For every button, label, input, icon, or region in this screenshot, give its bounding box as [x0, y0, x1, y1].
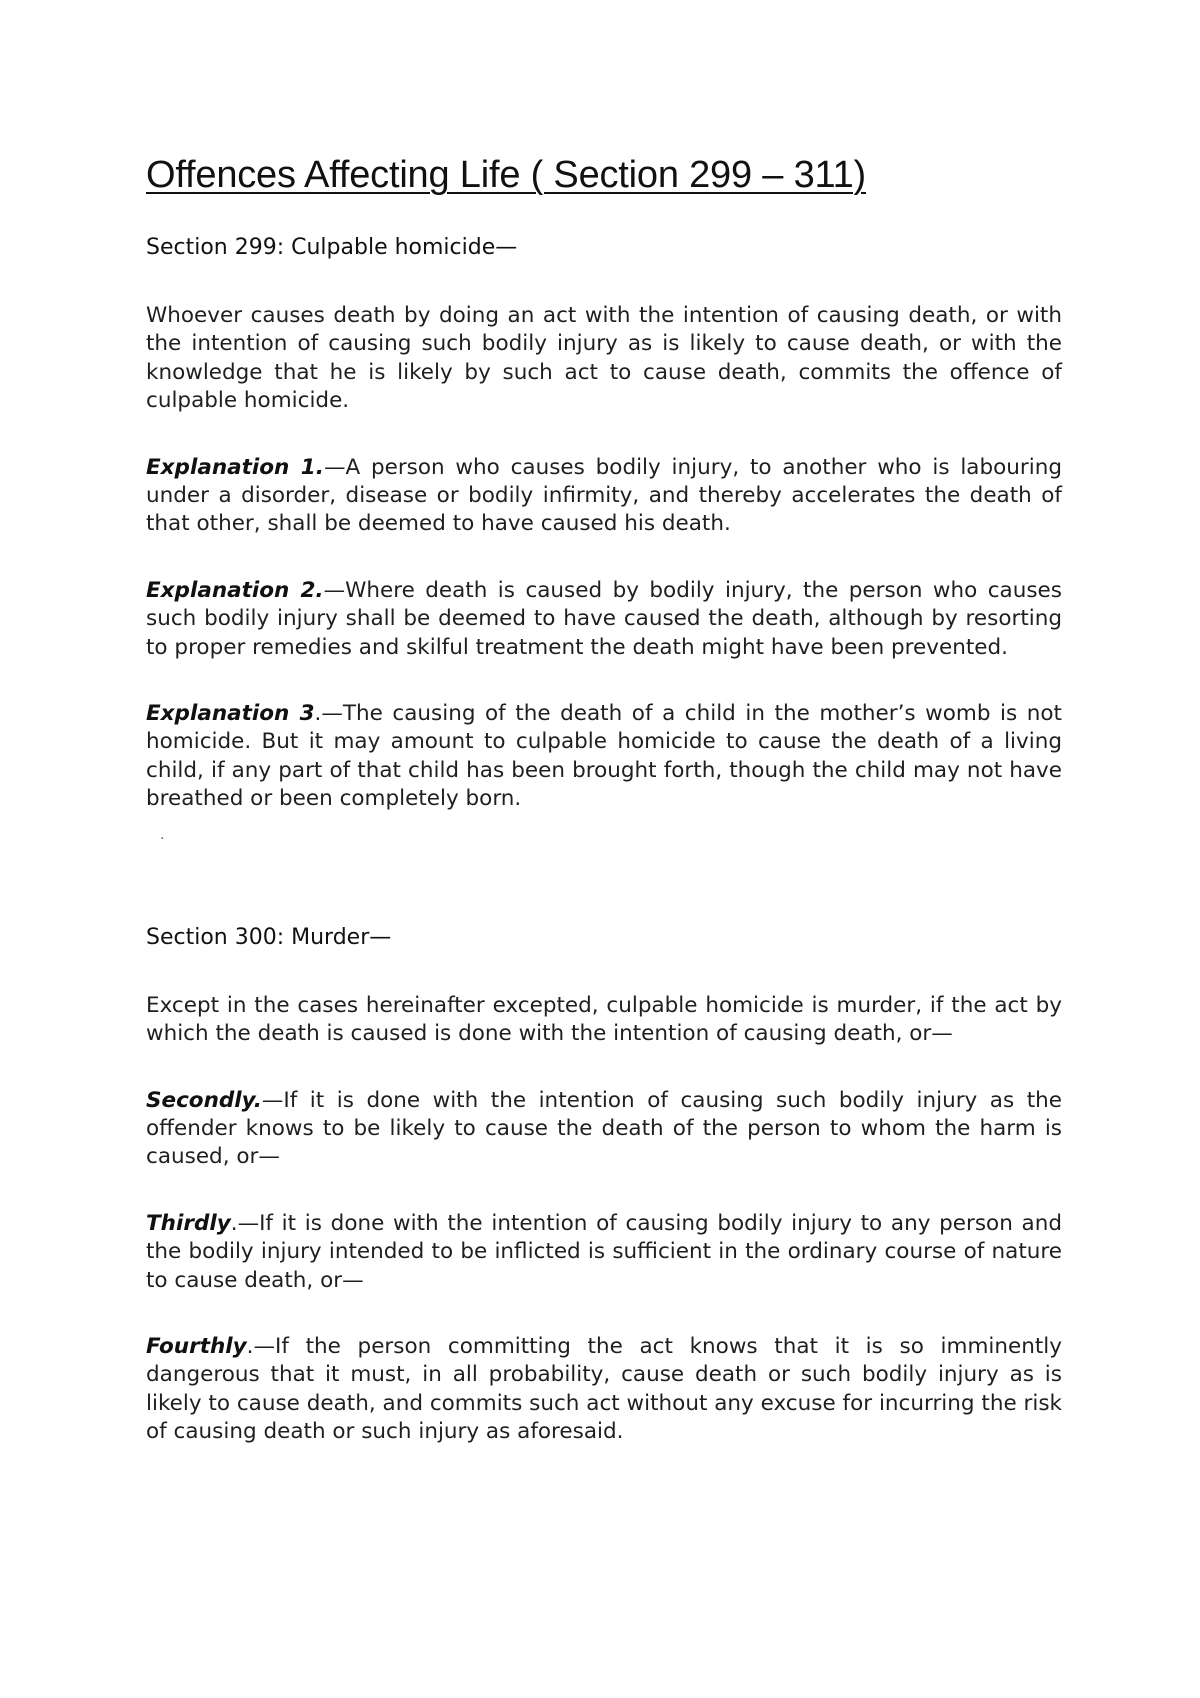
section-299-body: Whoever causes death by doing an act with the intention of causing death, or with the intention of causing such bodily injury as is likely to cause death, or with the knowledge that he is likely by such act to cause death, commits the offence of culpable homicide. — [146, 303, 1062, 414]
section-300-body: Except in the cases hereinafter excepted, culpable homicide is murder, if the act by which the death is caused is done with the intention of causing death, or— — [146, 992, 1062, 1047]
explanation-2-lead: Explanation 2. — [146, 577, 324, 603]
clause-secondly-text: —If it is done with the intention of causing such bodily injury as the offender knows to be likely to cause the death of the person to whom the harm is caused, or— — [146, 1087, 1062, 1170]
explanation-1-lead: Explanation 1. — [146, 454, 324, 480]
explanation-2-text: —Where death is caused by bodily injury, the person who causes such bodily injury shall be deemed to have caused the death, although by resorting to proper remedies and skilful treatment the death might have been prevented. — [146, 577, 1062, 660]
explanation-1-text: —A person who causes bodily injury, to another who is labouring under a disorder, disease or bodily infirmity, and thereby accelerates the death of that other, shall be deemed to have caused his death. — [146, 454, 1062, 537]
clause-secondly-lead: Secondly. — [146, 1087, 262, 1113]
document-title: Offences Affecting Life ( Section 299 – 311) — [146, 154, 867, 196]
stray-mark: . — [160, 826, 165, 843]
clause-fourthly — [146, 1333, 1062, 1447]
section-300-heading: Section 300: Murder— — [146, 924, 392, 950]
explanation-3-lead: Explanation 3 — [146, 701, 315, 727]
section-299-heading: Section 299: Culpable homicide— — [146, 235, 518, 260]
clause-secondly — [146, 1087, 1062, 1172]
clause-thirdly-text: .—If it is done with the intention of causing bodily injury to any person and the bodily injury intended to be inflicted is sufficient in the ordinary course of nature to cause death, or— — [146, 1210, 1062, 1293]
explanation-2 — [146, 577, 1062, 662]
document-content — [146, 152, 1062, 1485]
clause-thirdly-lead: Thirdly — [146, 1210, 231, 1236]
clause-fourthly-text: .—If the person committing the act knows that it is so imminently dangerous that it must, in all probability, cause death or such bodily injury as is likely to cause death, and commits such act without any excuse for incurring the risk of causing death or such injury as aforesaid. — [146, 1333, 1062, 1445]
clause-thirdly — [146, 1210, 1062, 1295]
clause-fourthly-lead: Fourthly — [146, 1333, 247, 1359]
explanation-1 — [146, 454, 1062, 539]
explanation-3 — [146, 700, 1062, 814]
explanation-3-text: .—The causing of the death of a child in the mother’s womb is not homicide. But it may amount to culpable homicide to cause the death of a living child, if any part of that child has been brought forth, though the child may not have breathed or been completely born. — [146, 701, 1062, 812]
